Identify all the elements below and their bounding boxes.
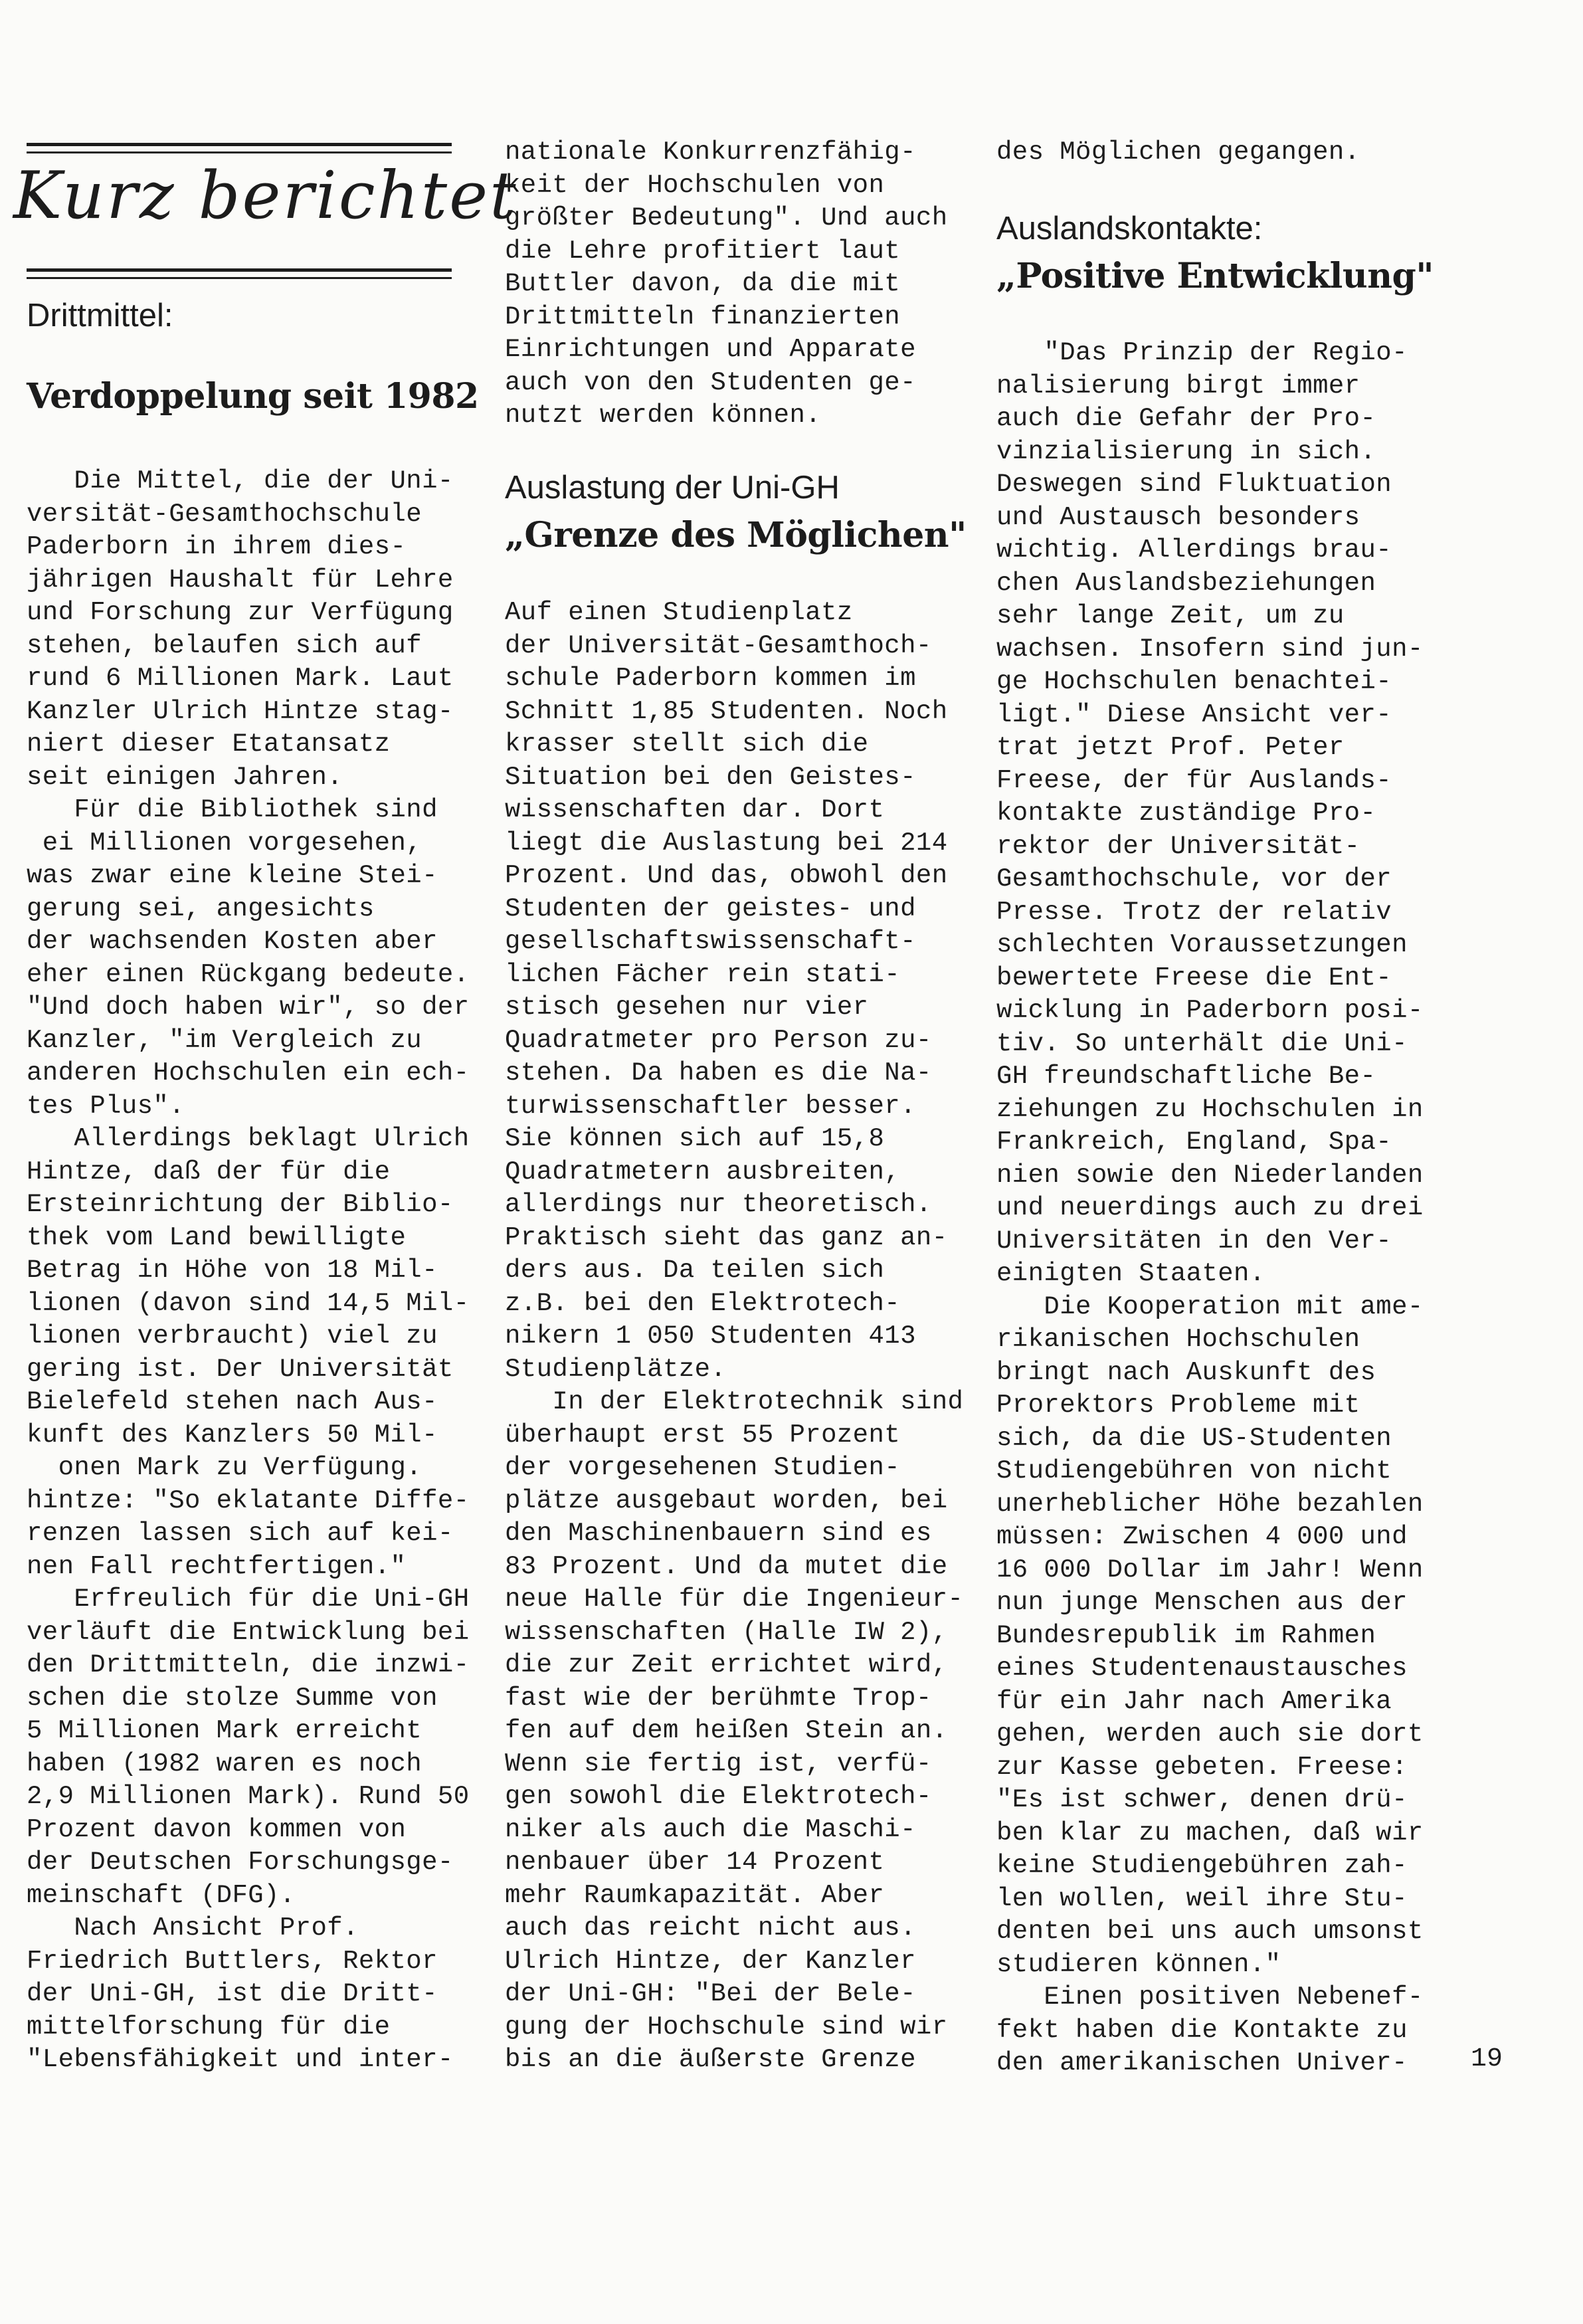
text-line: gering ist. Der Universität [27, 1354, 454, 1384]
text-line: die Lehre profitiert laut [505, 236, 901, 266]
text-line: Kanzler, "im Vergleich zu [27, 1025, 422, 1055]
text-line: wissenschaften dar. Dort [505, 795, 885, 824]
article1-headline: Verdoppelung seit 1982 [27, 376, 479, 417]
text-line: müssen: Zwischen 4 000 und [996, 1522, 1408, 1551]
article3-headline: „Positive Entwicklung" [996, 256, 1434, 296]
masthead-rule-top-thin [27, 151, 452, 153]
text-line: "Lebensfähigkeit und inter- [27, 2045, 454, 2074]
text-line: einigten Staaten. [996, 1259, 1265, 1288]
text-line: Nach Ansicht Prof. [27, 1913, 359, 1943]
text-line: "Es ist schwer, denen drü- [996, 1785, 1408, 1814]
text-line: Einrichtungen und Apparate [505, 335, 916, 364]
article2-text [505, 597, 963, 2077]
text-line: lichen Fächer rein stati- [505, 959, 901, 989]
text-line: wichtig. Allerdings brau- [996, 535, 1392, 565]
text-line: Bundesrepublik im Rahmen [996, 1620, 1376, 1650]
text-line: nikern 1 050 Studenten 413 [505, 1321, 916, 1351]
text-line: ben klar zu machen, daß wir [996, 1818, 1424, 1848]
text-line: gesellschaftswissenschaft- [505, 927, 916, 956]
text-line: auch die Gefahr der Pro- [996, 404, 1376, 433]
text-line: Erfreulich für die Uni-GH [27, 1585, 470, 1614]
text-line: denten bei uns auch umsonst [996, 1917, 1424, 1946]
text-line: studieren können." [996, 1949, 1281, 1979]
text-line: Friedrich Buttlers, Rektor [27, 1946, 438, 1976]
text-line: seit einigen Jahren. [27, 762, 343, 792]
text-line: eines Studentenaustausches [996, 1654, 1408, 1683]
text-line: Die Mittel, die der Uni- [27, 466, 454, 496]
text-line: nutzt werden können. [505, 401, 822, 430]
text-line: Gesamthochschule, vor der [996, 864, 1392, 894]
text-line: Quadratmetern ausbreiten, [505, 1157, 901, 1187]
text-line: Buttler davon, da die mit [505, 269, 901, 298]
text-line: den Drittmitteln, die inzwi- [27, 1650, 470, 1680]
text-line: wachsen. Insofern sind jun- [996, 634, 1424, 664]
text-line: rund 6 Millionen Mark. Laut [27, 664, 454, 693]
text-line: die zur Zeit errichtet wird, [505, 1650, 948, 1680]
text-line: und Austausch besonders [996, 502, 1360, 532]
article1-cont-text [505, 136, 948, 433]
article2-headline: „Grenze des Möglichen" [505, 515, 967, 555]
text-line: "Das Prinzip der Regio- [996, 338, 1408, 367]
text-line: den Maschinenbauern sind es [505, 1519, 932, 1548]
text-line: len wollen, weil ihre Stu- [996, 1884, 1408, 1913]
text-line: Für die Bibliothek sind [27, 795, 438, 824]
text-line: ligt." Diese Ansicht ver- [996, 700, 1392, 729]
text-line: der vorgesehenen Studien- [505, 1453, 901, 1482]
text-line: der Uni-GH, ist die Dritt- [27, 1979, 438, 2008]
text-line: schen die stolze Summe von [27, 1683, 438, 1713]
text-line: keine Studiengebühren zah- [996, 1851, 1408, 1880]
article1-continuation [505, 136, 948, 433]
text-line: fast wie der berühmte Trop- [505, 1683, 932, 1713]
text-line: zur Kasse gebeten. Freese: [996, 1752, 1408, 1782]
text-line: bewertete Freese die Ent- [996, 963, 1392, 993]
text-line: Studiengebühren von nicht [996, 1456, 1392, 1486]
text-line: Prorektors Probleme mit [996, 1391, 1360, 1420]
page-number: 19 [1471, 2044, 1503, 2074]
text-line: keit der Hochschulen von [505, 170, 885, 200]
text-line: bis an die äußerste Grenze [505, 2045, 916, 2074]
text-line: Wenn sie fertig ist, verfü- [505, 1749, 932, 1779]
article3-text [996, 337, 1424, 2080]
article3-body [996, 337, 1424, 2080]
text-line: Praktisch sieht das ganz an- [505, 1222, 948, 1252]
text-line: lionen verbraucht) viel zu [27, 1321, 438, 1351]
text-line: jährigen Haushalt für Lehre [27, 565, 454, 595]
text-line: chen Auslandsbeziehungen [996, 568, 1376, 598]
text-line: Ersteinrichtung der Biblio- [27, 1190, 454, 1219]
text-line: wicklung in Paderborn posi- [996, 996, 1424, 1025]
text-line: trat jetzt Prof. Peter [996, 733, 1345, 762]
text-line: Studienplätze. [505, 1354, 727, 1384]
article2-continuation [996, 136, 1360, 169]
text-line: mittelforschung für die [27, 2012, 391, 2042]
text-line: der Uni-GH: "Bei der Bele- [505, 1979, 916, 2008]
text-line: rikanischen Hochschulen [996, 1325, 1360, 1354]
text-line: "Und doch haben wir", so der [27, 993, 470, 1022]
text-line: niert dieser Etatansatz [27, 729, 391, 759]
text-line: Freese, der für Auslands- [996, 765, 1392, 795]
text-line: nun junge Menschen aus der [996, 1588, 1408, 1617]
text-line: Einen positiven Nebenef- [996, 1983, 1424, 2012]
text-line: Quadratmeter pro Person zu- [505, 1025, 932, 1055]
text-line: kontakte zuständige Pro- [996, 799, 1376, 828]
text-line: rektor der Universität- [996, 831, 1360, 861]
text-line: eher einen Rückgang bedeute. [27, 959, 470, 989]
text-line: Drittmitteln finanzierten [505, 302, 901, 332]
text-line: ziehungen zu Hochschulen in [996, 1094, 1424, 1124]
text-line: Hintze, daß der für die [27, 1157, 391, 1187]
text-line: Studenten der geistes- und [505, 894, 916, 923]
text-line: auch das reicht nicht aus. [505, 1913, 916, 1943]
text-line: und Forschung zur Verfügung [27, 598, 454, 627]
text-line: 83 Prozent. Und da mutet die [505, 1551, 948, 1581]
masthead-rule-bottom-thin [27, 277, 452, 279]
text-line: hintze: "So eklatante Diffe- [27, 1486, 470, 1515]
text-line: tiv. So unterhält die Uni- [996, 1028, 1408, 1058]
text-line: kunft des Kanzlers 50 Mil- [27, 1420, 438, 1450]
text-line: verläuft die Entwicklung bei [27, 1617, 470, 1647]
text-line: den amerikanischen Univer- [996, 2048, 1408, 2078]
text-line: anderen Hochschulen ein ech- [27, 1058, 470, 1088]
text-line: sich, da die US-Studenten [996, 1423, 1392, 1453]
text-line: nien sowie den Niederlanden [996, 1160, 1424, 1190]
text-line: Situation bei den Geistes- [505, 762, 916, 792]
text-line: vinzialisierung in sich. [996, 436, 1376, 466]
text-line: für ein Jahr nach Amerika [996, 1686, 1392, 1716]
text-line: sehr lange Zeit, um zu [996, 601, 1345, 630]
article1-text [27, 465, 470, 2077]
text-line: Frankreich, England, Spa- [996, 1127, 1392, 1157]
text-line: der Deutschen Forschungsge- [27, 1848, 454, 1877]
text-line: Paderborn in ihrem dies- [27, 532, 407, 561]
text-line: ge Hochschulen benachtei- [996, 667, 1392, 696]
text-line: Die Kooperation mit ame- [996, 1292, 1424, 1321]
text-line: der Universität-Gesamthoch- [505, 630, 932, 660]
text-line: Allerdings beklagt Ulrich [27, 1124, 470, 1153]
article2-cont-text [996, 136, 1360, 169]
text-line: auch von den Studenten ge- [505, 367, 916, 397]
text-line: gehen, werden auch sie dort [996, 1719, 1424, 1749]
text-line: In der Elektrotechnik sind [505, 1387, 964, 1416]
text-line: schule Paderborn kommen im [505, 664, 916, 693]
text-line: niker als auch die Maschi- [505, 1814, 916, 1844]
text-line: stehen, belaufen sich auf [27, 630, 422, 660]
text-line: Sie können sich auf 15,8 [505, 1124, 885, 1153]
text-line: Ulrich Hintze, der Kanzler [505, 1946, 916, 1976]
text-line: schlechten Voraussetzungen [996, 930, 1408, 959]
text-line: Prozent. Und das, obwohl den [505, 861, 948, 890]
text-line: liegt die Auslastung bei 214 [505, 828, 948, 858]
text-line: nalisierung birgt immer [996, 371, 1360, 401]
text-line: unerheblicher Höhe bezahlen [996, 1489, 1424, 1519]
article2-body [505, 597, 963, 2077]
article2-kicker: Auslastung der Uni-GH [505, 470, 840, 506]
text-line: plätze ausgebaut worden, bei [505, 1486, 948, 1515]
text-line: ders aus. Da teilen sich [505, 1256, 885, 1285]
text-line: Kanzler Ulrich Hintze stag- [27, 696, 454, 726]
text-line: Bielefeld stehen nach Aus- [27, 1387, 438, 1416]
text-line: turwissenschaftler besser. [505, 1091, 916, 1121]
article3-kicker: Auslandskontakte: [996, 211, 1263, 246]
text-line: gen sowohl die Elektrotech- [505, 1782, 932, 1811]
masthead-title: Kurz berichtet [13, 158, 518, 234]
text-line: lionen (davon sind 14,5 Mil- [27, 1288, 470, 1318]
text-line: wissenschaften (Halle IW 2), [505, 1617, 948, 1647]
text-line: und neuerdings auch zu drei [996, 1193, 1424, 1222]
text-line: gerung sei, angesichts [27, 894, 375, 923]
text-line: der wachsenden Kosten aber [27, 927, 438, 956]
text-line: gung der Hochschule sind wir [505, 2012, 948, 2042]
text-line: 16 000 Dollar im Jahr! Wenn [996, 1555, 1424, 1585]
text-line: neue Halle für die Ingenieur- [505, 1585, 964, 1614]
text-line: versität-Gesamthochschule [27, 499, 422, 529]
text-line: nationale Konkurrenzfähig- [505, 138, 916, 167]
text-line: mehr Raumkapazität. Aber [505, 1880, 885, 1910]
text-line: thek vom Land bewilligte [27, 1222, 407, 1252]
text-line: krasser stellt sich die [505, 729, 869, 759]
text-line: z.B. bei den Elektrotech- [505, 1288, 901, 1318]
text-line: fekt haben die Kontakte zu [996, 2015, 1408, 2045]
text-line: nen Fall rechtfertigen." [27, 1551, 407, 1581]
text-line: meinschaft (DFG). [27, 1880, 296, 1910]
text-line: Schnitt 1,85 Studenten. Noch [505, 696, 948, 726]
masthead-rule-bottom [27, 268, 452, 272]
masthead-rule-top [27, 143, 452, 146]
text-line: Betrag in Höhe von 18 Mil- [27, 1256, 438, 1285]
text-line: haben (1982 waren es noch [27, 1749, 422, 1779]
text-line: stisch gesehen nur vier [505, 993, 869, 1022]
text-line: des Möglichen gegangen. [996, 138, 1360, 167]
text-line: Auf einen Studienplatz [505, 598, 853, 627]
text-line: was zwar eine kleine Stei- [27, 861, 438, 890]
text-line: allerdings nur theoretisch. [505, 1190, 932, 1219]
text-line: 2,9 Millionen Mark). Rund 50 [27, 1782, 470, 1811]
text-line: GH freundschaftliche Be- [996, 1062, 1376, 1091]
text-line: Universitäten in den Ver- [996, 1226, 1392, 1256]
text-line: 5 Millionen Mark erreicht [27, 1716, 422, 1745]
text-line: bringt nach Auskunft des [996, 1357, 1376, 1387]
article1-body [27, 465, 470, 2077]
text-line: stehen. Da haben es die Na- [505, 1058, 932, 1088]
text-line: nenbauer über 14 Prozent [505, 1848, 885, 1877]
text-line: Prozent davon kommen von [27, 1814, 407, 1844]
text-line: überhaupt erst 55 Prozent [505, 1420, 901, 1450]
text-line: renzen lassen sich auf kei- [27, 1519, 454, 1548]
text-line: Presse. Trotz der relativ [996, 897, 1392, 927]
article1-kicker: Drittmittel: [27, 298, 173, 334]
text-line: onen Mark zu Verfügung. [27, 1453, 422, 1482]
text-line: fen auf dem heißen Stein an. [505, 1716, 948, 1745]
text-line: größter Bedeutung". Und auch [505, 203, 948, 233]
text-line: Deswegen sind Fluktuation [996, 470, 1392, 499]
text-line: tes Plus". [27, 1091, 185, 1121]
text-line: ei Millionen vorgesehen, [27, 828, 422, 858]
